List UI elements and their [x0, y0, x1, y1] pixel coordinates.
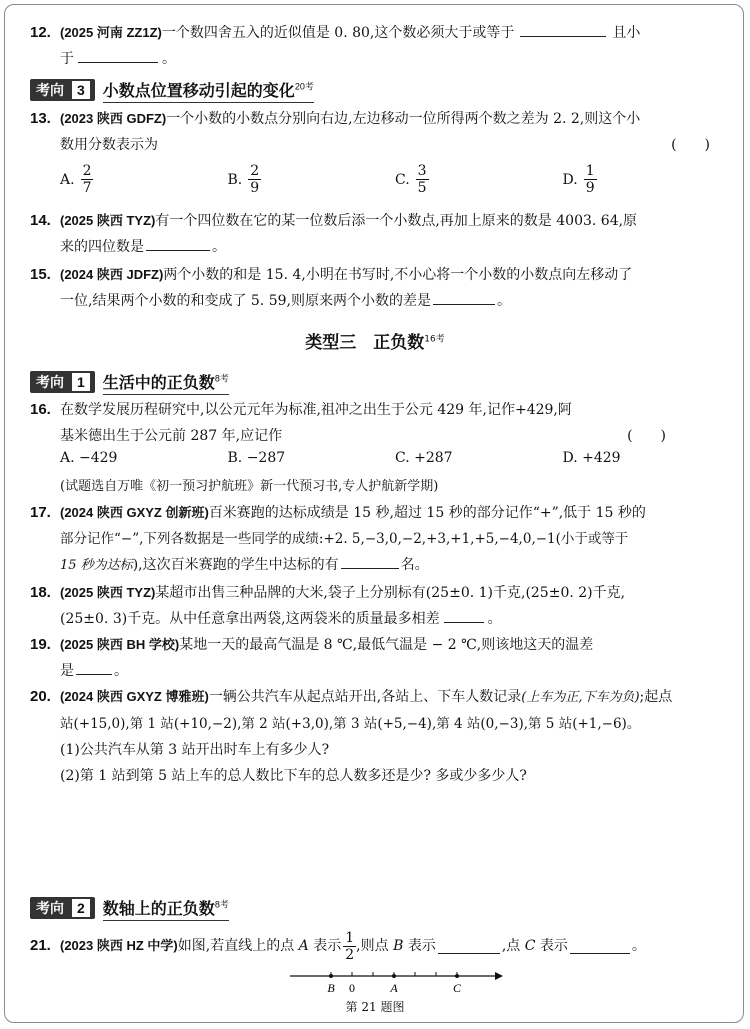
question-13 [30, 106, 728, 158]
point-label: C [524, 938, 536, 954]
section-tag-number: 3 [70, 79, 92, 101]
answer-blank[interactable] [570, 939, 630, 954]
question-number: 19. [30, 636, 51, 653]
question-text: 且小 [612, 25, 641, 41]
denominator: 9 [250, 180, 260, 196]
section-tag [30, 897, 95, 919]
question-text: 表示 [407, 938, 436, 954]
numerator: 2 [82, 163, 92, 179]
question-source: (2023 陕西 GDFZ) [60, 111, 167, 126]
question-text: 某超市出售三种品牌的大米,袋子上分别标有(25±0. 1)千克,(25±0. 2)千克, [155, 585, 626, 601]
section-tag [30, 79, 95, 101]
type-title-text: 类型三 正负数 [305, 333, 425, 353]
type-count: 16考 [424, 334, 445, 345]
question-text: 基米德出生于公元前 287 年,应记作 [60, 428, 283, 444]
section-title-text: 小数点位置移动引起的变化 [102, 82, 295, 100]
section-title [103, 896, 229, 921]
section-title-text: 数轴上的正负数 [102, 900, 215, 918]
section-tag-label: 考向 [36, 82, 64, 98]
question-text: (25±0. 3)千克。从中任意拿出两袋,这两袋米的质量最多相差 [60, 611, 440, 627]
option-d[interactable] [563, 163, 731, 196]
question-21 [30, 928, 728, 964]
question-text: 。 [487, 611, 502, 627]
question-text: 一位,结果两个小数的和变成了 5. 59,则原来两个小数的差是 [60, 293, 431, 309]
option-label: D. [562, 171, 578, 188]
options-16 [60, 450, 730, 466]
fraction [584, 163, 597, 196]
question-number: 16. [30, 401, 51, 418]
question-text: 某地一天的最高气温是 8 ℃,最低气温是 − 2 ℃,则该地这天的温差 [179, 637, 594, 653]
question-text: 来的四位数是 [60, 239, 144, 255]
fraction [81, 163, 94, 196]
question-number: 21. [30, 937, 51, 954]
fraction [343, 930, 356, 963]
option-b[interactable] [228, 163, 396, 196]
answer-blank[interactable] [341, 554, 399, 569]
number-line-figure [285, 966, 510, 996]
question-source: (2024 陕西 GXYZ 博雅班) [60, 689, 209, 704]
question-note: (试题选自万唯《初一预习护航班》新一代预习书,专人护航新学期) [60, 479, 439, 494]
numerator: 1 [345, 929, 355, 946]
option-c[interactable] [395, 450, 563, 466]
question-text: 一个数四舍五入的近似值是 0. 80,这个数必须大于或等于 [161, 25, 515, 41]
question-19 [30, 632, 728, 684]
question-text: 站(+15,0),第 1 站(+10,−2),第 2 站(+3,0),第 3 站(+5,−4),第 4 站(0,−3),第 5 站(+1,−6)。 [60, 716, 641, 732]
question-source: (2025 陕西 TYZ) [60, 585, 156, 600]
question-text: 名。 [400, 557, 429, 573]
option-a[interactable] [60, 450, 228, 466]
question-18 [30, 580, 728, 632]
answer-paren[interactable]: ( ) [671, 137, 710, 153]
question-source: (2024 陕西 GXYZ 创新班) [60, 505, 209, 520]
question-15 [30, 262, 728, 314]
numerator: 1 [585, 163, 595, 179]
question-text: 百米赛跑的达标成绩是 15 秒,超过 15 秒的部分记作“+”,低于 15 秒的 [208, 505, 646, 521]
section-tag [30, 371, 95, 393]
type-title [0, 328, 750, 353]
point-c [455, 974, 459, 978]
question-text: 部分记作“−”,下列各数据是一些同学的成绩:+2. 5,−3,0,−2,+3,+1,+5,−4,0,−1(小于或等于 [60, 531, 629, 547]
question-number: 12. [30, 24, 51, 41]
question-text: 一个小数的小数点分别向右边,左边移动一位所得两个数之差为 2. 2,则这个小 [166, 111, 641, 127]
point-label: B [393, 938, 404, 954]
option-a[interactable] [60, 163, 228, 196]
denominator: 2 [345, 946, 355, 963]
question-text: 于 [60, 51, 74, 67]
section-tag-label: 考向 [36, 374, 64, 390]
axis-label-b: B [327, 981, 335, 995]
question-number: 15. [30, 266, 51, 283]
section-title [103, 370, 229, 395]
section-heading [30, 370, 229, 394]
option-label: A. −429 [60, 450, 118, 466]
point-b [329, 974, 333, 978]
answer-blank[interactable] [76, 660, 112, 675]
question-source: (2025 河南 ZZ1Z) [60, 25, 162, 40]
question-text: (上车为正,下车为负) [521, 690, 640, 705]
option-label: D. +429 [562, 450, 621, 466]
question-source: (2024 陕西 JDFZ) [60, 267, 164, 282]
axis-label-a: A [390, 981, 398, 995]
numerator: 3 [417, 163, 427, 179]
question-12 [30, 20, 728, 72]
question-text: ,则点 [356, 938, 389, 954]
question-text: 数用分数表示为 [60, 137, 158, 153]
section-tag-number: 1 [70, 371, 92, 393]
question-20 [30, 684, 728, 789]
axis-label-c: C [452, 981, 462, 995]
figure-caption: 第 21 题图 [345, 1000, 405, 1014]
question-text: 一辆公共汽车从起点站开出,各站上、下车人数记录 [208, 689, 522, 705]
section-title-text: 生活中的正负数 [102, 374, 215, 392]
question-text: 是 [60, 663, 74, 679]
question-text: 在数学发展历程研究中,以公元元年为标准,祖冲之出生于公元 429 年,记作+429,阿 [60, 402, 572, 418]
option-label: B. −287 [227, 450, 286, 466]
option-label: C. [395, 171, 410, 188]
question-source: (2025 陕西 TYZ) [60, 213, 156, 228]
numerator: 2 [250, 163, 260, 179]
answer-blank[interactable] [78, 48, 158, 63]
option-label: A. [60, 171, 75, 188]
question-number: 14. [30, 212, 51, 229]
section-tag-number: 2 [70, 897, 92, 919]
axis-label-0: 0 [349, 981, 355, 995]
question-source: (2025 陕西 BH 学校) [60, 637, 180, 652]
question-text: 有一个四位数在它的某一位数后添一个小数点,再加上原来的数是 4003. 64,原 [155, 213, 638, 229]
answer-blank[interactable] [520, 22, 606, 37]
answer-blank[interactable] [433, 290, 495, 305]
options-13 [60, 163, 730, 196]
section-count: 8考 [214, 373, 229, 384]
question-source: (2023 陕西 HZ 中学) [60, 938, 178, 953]
option-label: B. [227, 171, 243, 188]
question-number: 13. [30, 110, 51, 127]
question-text: 表示 [313, 938, 342, 954]
option-label: C. +287 [395, 450, 453, 466]
question-number: 20. [30, 688, 51, 705]
option-c[interactable] [395, 163, 563, 196]
section-tag-label: 考向 [36, 900, 64, 916]
sub-question-1: (1)公共汽车从第 3 站开出时车上有多少人? [60, 742, 330, 758]
option-b[interactable] [228, 450, 396, 466]
question-text: 如图,若直线上的点 [177, 938, 295, 954]
question-text: 。 [631, 938, 646, 954]
question-text: 。 [212, 239, 226, 255]
option-d[interactable] [563, 450, 731, 466]
question-text: 。 [114, 663, 128, 679]
section-heading [30, 78, 314, 102]
question-text: 表示 [539, 938, 568, 954]
answer-blank[interactable] [146, 236, 210, 251]
answer-blank[interactable] [438, 939, 500, 954]
sub-question-2: (2)第 1 站到第 5 站上车的总人数比下车的总人数多还是少? 多或少多少人? [60, 768, 527, 784]
question-text: 15 秒为达标 [60, 558, 133, 573]
question-text: 。 [496, 293, 511, 309]
section-count: 20考 [294, 81, 314, 92]
question-17 [30, 500, 728, 579]
denominator: 9 [585, 180, 595, 196]
question-text: 。 [162, 51, 176, 67]
denominator: 7 [82, 180, 92, 196]
point-label: A [298, 938, 309, 954]
axis-arrow-icon [495, 972, 503, 980]
question-text: ,点 [501, 938, 521, 954]
question-text: 两个小数的和是 15. 4,小明在书写时,不小心将一个小数的小数点向左移动了 [163, 267, 633, 283]
section-title [103, 78, 314, 103]
question-number: 17. [30, 504, 51, 521]
answer-blank[interactable] [444, 608, 484, 623]
denominator: 5 [417, 180, 427, 196]
point-a [392, 974, 396, 978]
fraction [416, 163, 429, 196]
question-14 [30, 208, 728, 260]
question-number: 18. [30, 584, 51, 601]
answer-paren[interactable]: ( ) [627, 428, 666, 444]
question-text: ;起点 [639, 689, 673, 705]
section-heading [30, 896, 229, 920]
question-16 [30, 397, 728, 449]
section-count: 8考 [214, 899, 229, 910]
question-text: ),这次百米赛跑的学生中达标的有 [132, 557, 339, 573]
fraction [248, 163, 261, 196]
